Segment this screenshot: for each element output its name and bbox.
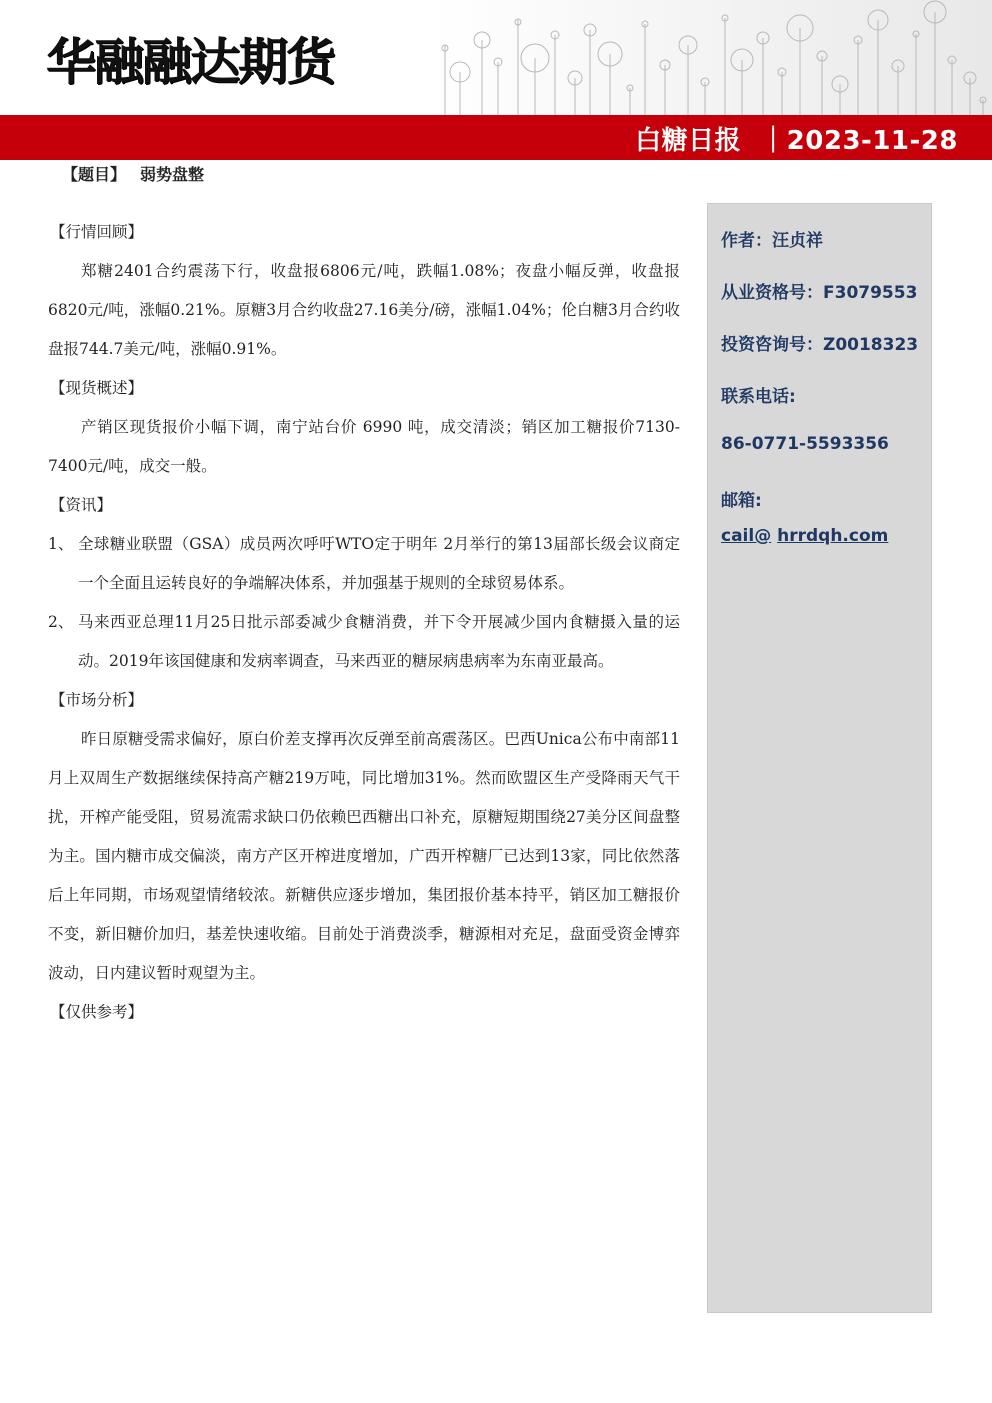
news-item	[48, 603, 680, 681]
report-body	[48, 213, 680, 1032]
news-item-text: 马来西亚总理11月25日批示部委减少食糖消费，并下令开展减少国内食糖摄入量的运动。2019年该国健康和发病率调查，马来西亚的糖尿病患病率为东南亚最高。	[78, 613, 680, 670]
section-heading-analysis: 【市场分析】	[50, 691, 144, 709]
topic-value: 弱势盘整	[140, 165, 205, 184]
analysis-paragraph: 昨日原糖受需求偏好，原白价差支撑再次反弹至前高震荡区。巴西Unica公布中南部11月上双周生产数据继续保持高产糖219万吨，同比增加31%。然而欧盟区生产受降雨天气干扰，开榨产能受阻，贸易流需求缺口仍依赖巴西糖出口补充，原糖短期围绕27美分区间盘整为主。国内糖市成交偏淡，南方产区开榨进度增加，广西开榨糖厂已达到13家，同比依然落后上年同期，市场观望情绪较浓。新糖供应逐步增加，集团报价基本持平，销区加工糖报价不变，新旧糖价加归，基差快速收缩。目前处于消费淡季，糖源相对充足，盘面受资金博弈波动，日内建议暂时观望为主。	[48, 730, 680, 982]
topic-line	[62, 162, 204, 185]
company-logo-text: 华融融达期货	[46, 32, 334, 91]
news-item-number: 2、	[48, 613, 74, 631]
news-item-text: 全球糖业联盟（GSA）成员两次呼吁WTO定于明年 2月举行的第13届部长级会议商定一个全面且运转良好的争端解决体系，并加强基于规则的全球贸易体系。	[78, 535, 680, 592]
section-heading-reference: 【仅供参考】	[50, 1003, 144, 1021]
news-item-number: 1、	[48, 535, 74, 553]
spot-paragraph: 产销区现货报价小幅下调，南宁站台价 6990 吨，成交清淡；销区加工糖报价7130-7400元/吨，成交一般。	[48, 418, 680, 475]
author-sidebar	[707, 203, 932, 1313]
section-heading-spot: 【现货概述】	[50, 379, 144, 397]
section-heading-review: 【行情回顾】	[50, 223, 144, 241]
email-link-user[interactable]: cail@	[721, 526, 772, 546]
phone-number: 86-0771-5593356	[721, 434, 889, 454]
consult-number: 投资咨询号：Z0018323	[721, 335, 919, 355]
review-paragraph: 郑糖2401合约震荡下行，收盘报6806元/吨，跌幅1.08%；夜盘小幅反弹，收盘报6820元/吨，涨幅0.21%。原糖3月合约收盘27.16美分/磅，涨幅1.04%；伦白糖3月合约收盘报744.7美元/吨，涨幅0.91%。	[48, 262, 680, 358]
email-address	[721, 526, 888, 546]
qualification-number: 从业资格号：F3079553	[721, 283, 918, 303]
section-heading-news: 【资讯】	[50, 496, 113, 514]
topic-label: 【题目】	[62, 165, 127, 184]
email-link-domain[interactable]: hrrdqh.com	[777, 526, 889, 546]
decorative-pattern	[430, 0, 992, 115]
phone-label: 联系电话:	[721, 387, 796, 407]
author-name: 作者：汪贞祥	[721, 231, 823, 251]
email-label: 邮箱:	[721, 491, 762, 511]
page-header	[0, 0, 992, 115]
news-item	[48, 525, 680, 603]
report-title: 白糖日报 ｜2023-11-28	[635, 126, 958, 156]
